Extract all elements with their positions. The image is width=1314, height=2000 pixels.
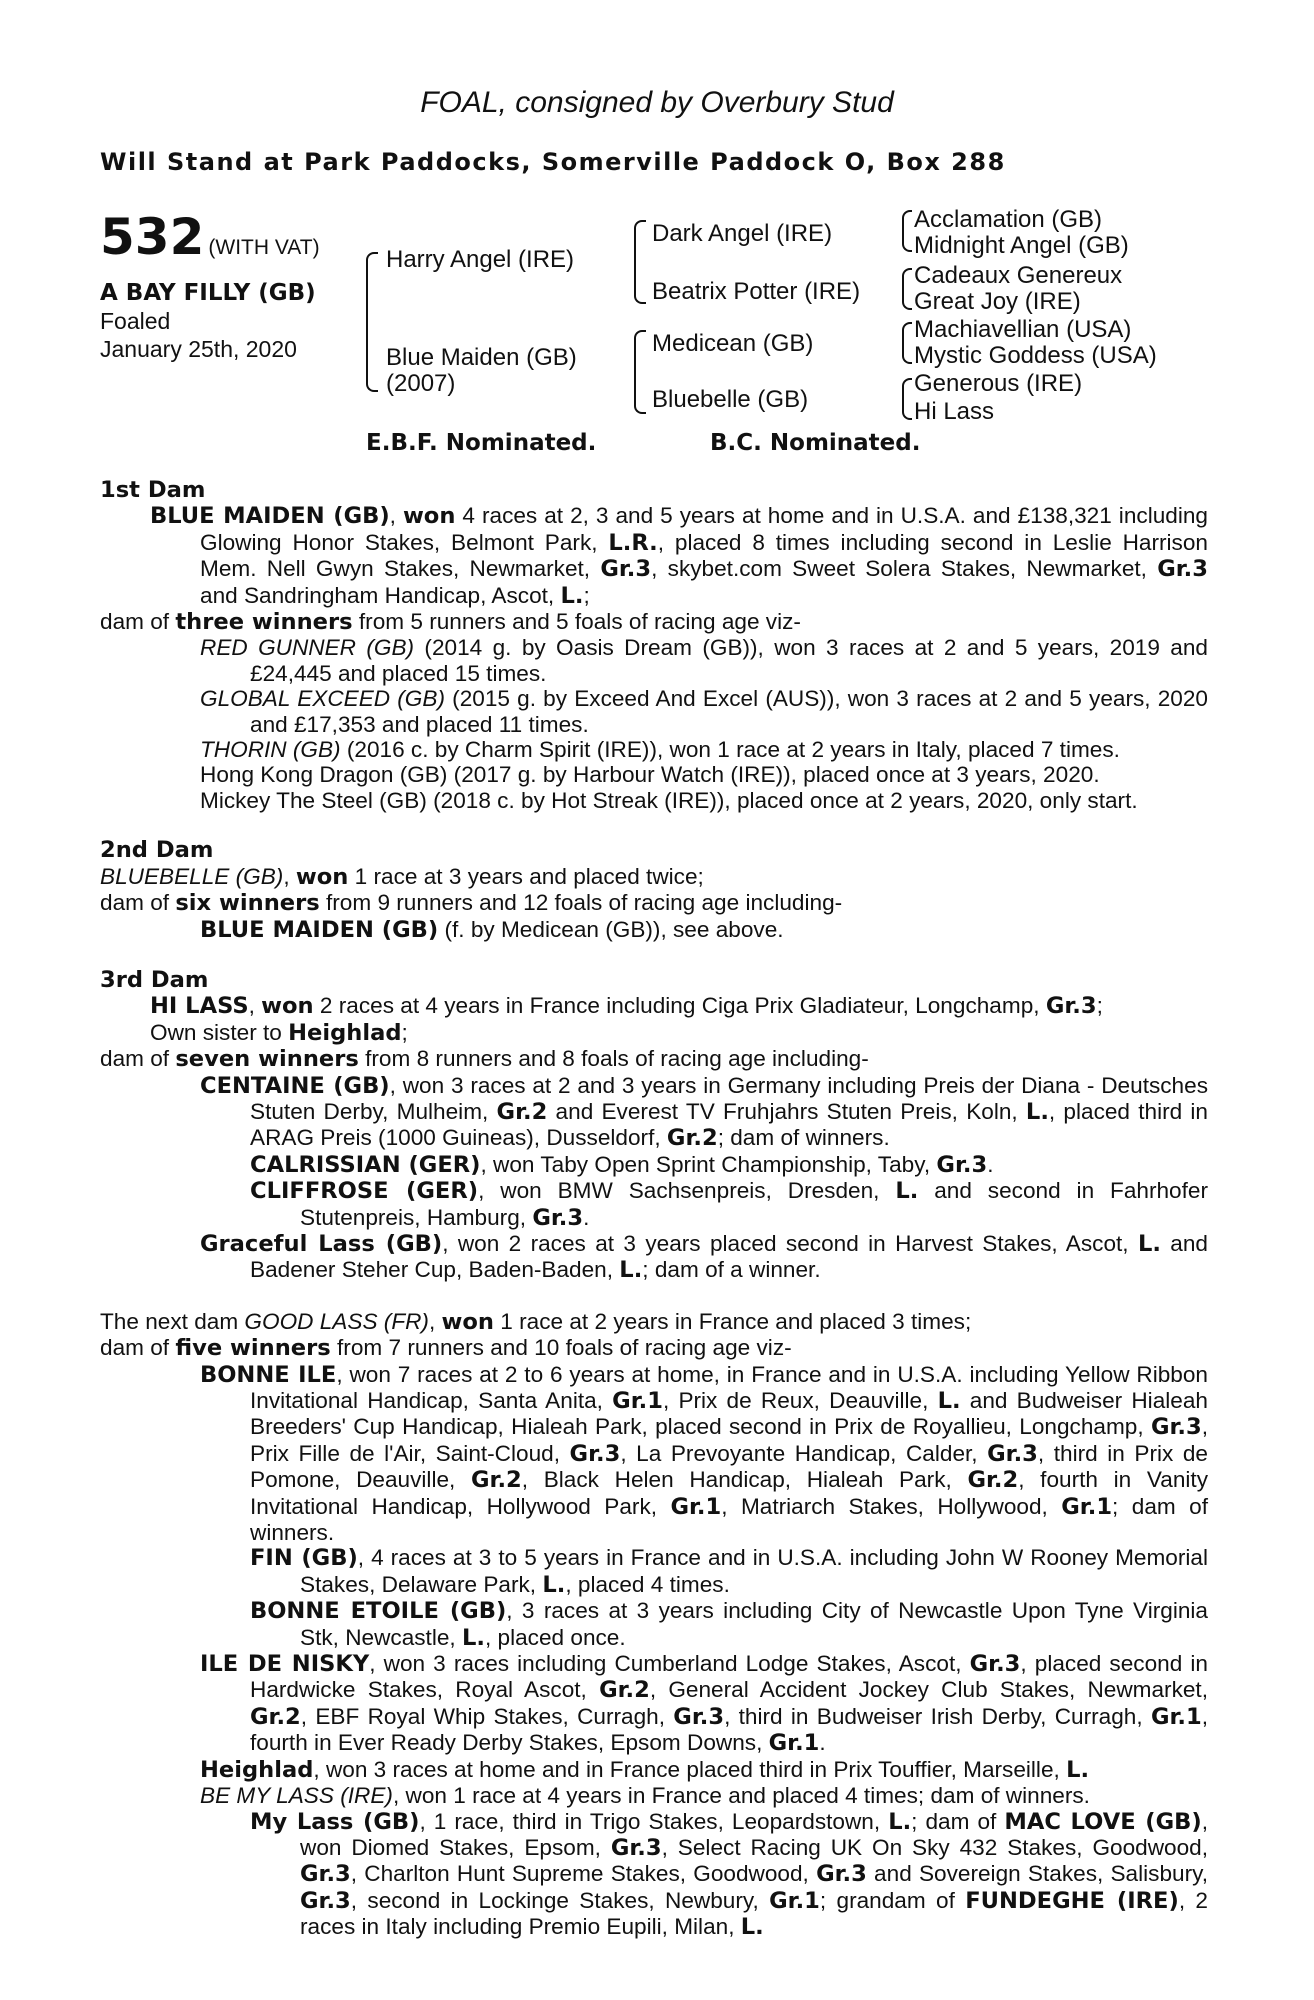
produce-centaine: CENTAINE (GB), won 3 races at 2 and 3 years in Germany including Preis der Diana - Deutsches Stuten Derby, Mulheim, Gr.2 and Everest TV Fruhjahrs Stuten Preis, Koln, L., placed third in ARAG Preis (1000 Guineas), Dusseldorf, Gr.2; dam of winners. bbox=[200, 1072, 1208, 1152]
lot-number-block bbox=[100, 208, 320, 266]
vat-note: (WITH VAT) bbox=[208, 236, 320, 259]
produce-mickey-the-steel: Mickey The Steel (GB) (2018 c. by Hot Streak (IRE)), placed once at 2 years, 2020, only start. bbox=[200, 787, 1138, 813]
first-dam-record: BLUE MAIDEN (GB), won 4 races at 2, 3 and 5 years at home and in U.S.A. and £138,321 including Glowing Honor Stakes, Belmont Park, L.R., placed 8 times including second in Leslie Harrison Mem. Nell Gwyn Stakes, Newmarket, Gr.3, skybet.com Sweet Solera Stakes, Newmarket, Gr.3 and Sandringham Handicap, Ascot, L.; bbox=[150, 503, 1208, 609]
produce-cliffrose: CLIFFROSE (GER), won BMW Sachsenpreis, Dresden, L. and second in Fahrhofer Stutenpreis, Hamburg, Gr.3. bbox=[250, 1178, 1208, 1231]
produce-global-exceed: GLOBAL EXCEED (GB) (2015 g. by Exceed And Excel (AUS)), won 3 races at 2 and 5 years, 2020 and £17,353 and placed 11 times. bbox=[200, 686, 1208, 737]
gg-sire-3: Machiavellian (USA) bbox=[914, 316, 1132, 343]
foaled-date: January 25th, 2020 bbox=[100, 336, 297, 362]
foaled-info bbox=[100, 307, 297, 363]
sire-dam-brace bbox=[366, 252, 378, 392]
second-dam-produce-summary: dam of six winners from 9 runners and 12 foals of racing age including- bbox=[100, 890, 843, 917]
gg-sire-1: Acclamation (GB) bbox=[914, 206, 1103, 233]
g-brace-2 bbox=[902, 268, 912, 310]
consignment-line: FOAL, consigned by Overbury Stud bbox=[420, 86, 894, 119]
dam-sire: Medicean (GB) bbox=[652, 330, 814, 357]
produce-bonne-etoile: BONNE ETOILE (GB), 3 races at 3 years including City of Newcastle Upon Tyne Virginia Stk, Newcastle, L., placed once. bbox=[250, 1598, 1208, 1651]
gg-dam-2: Great Joy (IRE) bbox=[914, 288, 1081, 315]
produce-be-my-lass: BE MY LASS (IRE), won 1 race at 4 years in France and placed 4 times; dam of winners. bbox=[200, 1783, 1090, 1809]
g-brace-4 bbox=[902, 378, 912, 420]
lot-number: 532 bbox=[100, 208, 205, 266]
produce-blue-maiden: BLUE MAIDEN (GB) (f. by Medicean (GB)), see above. bbox=[200, 916, 784, 943]
sire-sire: Dark Angel (IRE) bbox=[652, 220, 833, 247]
second-dam-record: BLUEBELLE (GB), won 1 race at 3 years and placed twice; bbox=[100, 863, 704, 890]
gg-dam-4: Hi Lass bbox=[914, 398, 995, 425]
third-dam-record: HI LASS, won 2 races at 4 years in France including Ciga Prix Gladiateur, Longchamp, Gr.3; bbox=[150, 993, 1103, 1020]
produce-bonne-ile: BONNE ILE, won 7 races at 2 to 6 years at home, in France and in U.S.A. including Yellow Ribbon Invitational Handicap, Santa Anita, Gr.1, Prix de Reux, Deauville, L. and Budweiser Hialeah Breeders' Cup Handicap, Hialeah Park, placed second in Prix de Royallieu, Longchamp, Gr.3, Prix Fille de l'Air, Saint-Cloud, Gr.3, La Prevoyante Handicap, Calder, Gr.3, third in Prix de Pomone, Deauville, Gr.2, Black Helen Handicap, Hialeah Park, Gr.2, fourth in Vanity Invitational Handicap, Hollywood Park, Gr.1, Matriarch Stakes, Hollywood, Gr.1; dam of winners. bbox=[200, 1361, 1209, 1546]
third-dam-heading: 3rd Dam bbox=[100, 966, 209, 993]
g-brace-3 bbox=[902, 322, 912, 364]
produce-graceful-lass: Graceful Lass (GB), won 2 races at 3 years placed second in Harvest Stakes, Ascot, L. and Badener Steher Cup, Baden-Baden, L.; dam of a winner. bbox=[200, 1230, 1208, 1284]
produce-calrissian: CALRISSIAN (GER), won Taby Open Sprint Championship, Taby, Gr.3. bbox=[250, 1151, 994, 1178]
gg-dam-1: Midnight Angel (GB) bbox=[914, 232, 1129, 259]
produce-my-lass: My Lass (GB), 1 race, third in Trigo Stakes, Leopardstown, L.; dam of MAC LOVE (GB), won Diomed Stakes, Epsom, Gr.3, Select Racing UK On Sky 432 Stakes, Goodwood, Gr.3, Charlton Hunt Supreme Stakes, Goodwood, Gr.3 and Sovereign Stakes, Salisbury, Gr.3, second in Lockinge Stakes, Newbury, Gr.1; grandam of FUNDEGHE (IRE), 2 races in Italy including Premio Eupili, Milan, L. bbox=[250, 1808, 1209, 1941]
dam-year: (2007) bbox=[386, 370, 456, 397]
third-dam-sister-note: Own sister to Heighlad; bbox=[150, 1019, 408, 1046]
gg-dam-3: Mystic Goddess (USA) bbox=[914, 342, 1157, 369]
ebf-nominated: E.B.F. Nominated. bbox=[366, 430, 597, 456]
foaled-label: Foaled bbox=[100, 308, 171, 334]
next-dam-record: The next dam GOOD LASS (FR), won 1 race at 2 years in France and placed 3 times; bbox=[100, 1308, 972, 1335]
stand-location: Will Stand at Park Paddocks, Somerville Paddock O, Box 288 bbox=[100, 148, 1006, 176]
produce-ile-de-nisky: ILE DE NISKY, won 3 races including Cumberland Lodge Stakes, Ascot, Gr.3, placed second in Hardwicke Stakes, Royal Ascot, Gr.2, General Accident Jockey Club Stakes, Newmarket, Gr.2, EBF Royal Whip Stakes, Curragh, Gr.3, third in Budweiser Irish Derby, Curragh, Gr.1, fourth in Ever Ready Derby Stakes, Epsom Downs, Gr.1. bbox=[200, 1651, 1209, 1757]
g-brace-1 bbox=[902, 210, 912, 252]
produce-red-gunner: RED GUNNER (GB) (2014 g. by Oasis Dream (GB)), won 3 races at 2 and 5 years, 2019 and £24,445 and placed 15 times. bbox=[200, 635, 1209, 686]
sire-line-brace bbox=[634, 220, 646, 304]
produce-hong-kong-dragon: Hong Kong Dragon (GB) (2017 g. by Harbour Watch (IRE)), placed once at 3 years, 2020. bbox=[200, 762, 1100, 788]
dam-line-brace bbox=[634, 330, 646, 414]
gg-sire-4: Generous (IRE) bbox=[914, 370, 1083, 397]
catalogue-body bbox=[100, 478, 1208, 1941]
lot-description: A BAY FILLY (GB) bbox=[100, 280, 316, 306]
produce-heighlad: Heighlad, won 3 races at home and in France placed third in Prix Touffier, Marseille, L. bbox=[200, 1756, 1090, 1783]
sire-dam: Beatrix Potter (IRE) bbox=[652, 278, 861, 305]
next-dam-produce-summary: dam of five winners from 7 runners and 10 foals of racing age viz- bbox=[100, 1335, 792, 1362]
bc-nominated: B.C. Nominated. bbox=[710, 430, 921, 456]
second-dam-heading: 2nd Dam bbox=[100, 837, 214, 864]
produce-thorin: THORIN (GB) (2016 c. by Charm Spirit (IRE)), won 1 race at 2 years in Italy, placed 7 times. bbox=[200, 737, 1120, 763]
third-dam-produce-summary: dam of seven winners from 8 runners and 8 foals of racing age including- bbox=[100, 1046, 869, 1073]
first-dam-produce-summary: dam of three winners from 5 runners and 5 foals of racing age viz- bbox=[100, 609, 801, 636]
produce-fin: FIN (GB), 4 races at 3 to 5 years in France and in U.S.A. including John W Rooney Memorial Stakes, Delaware Park, L., placed 4 times. bbox=[250, 1545, 1208, 1598]
gg-sire-2: Cadeaux Genereux bbox=[914, 262, 1123, 289]
dam: Blue Maiden (GB) bbox=[386, 344, 577, 371]
first-dam-heading: 1st Dam bbox=[100, 477, 206, 503]
dam-dam: Bluebelle (GB) bbox=[652, 386, 809, 413]
sire: Harry Angel (IRE) bbox=[386, 246, 575, 273]
